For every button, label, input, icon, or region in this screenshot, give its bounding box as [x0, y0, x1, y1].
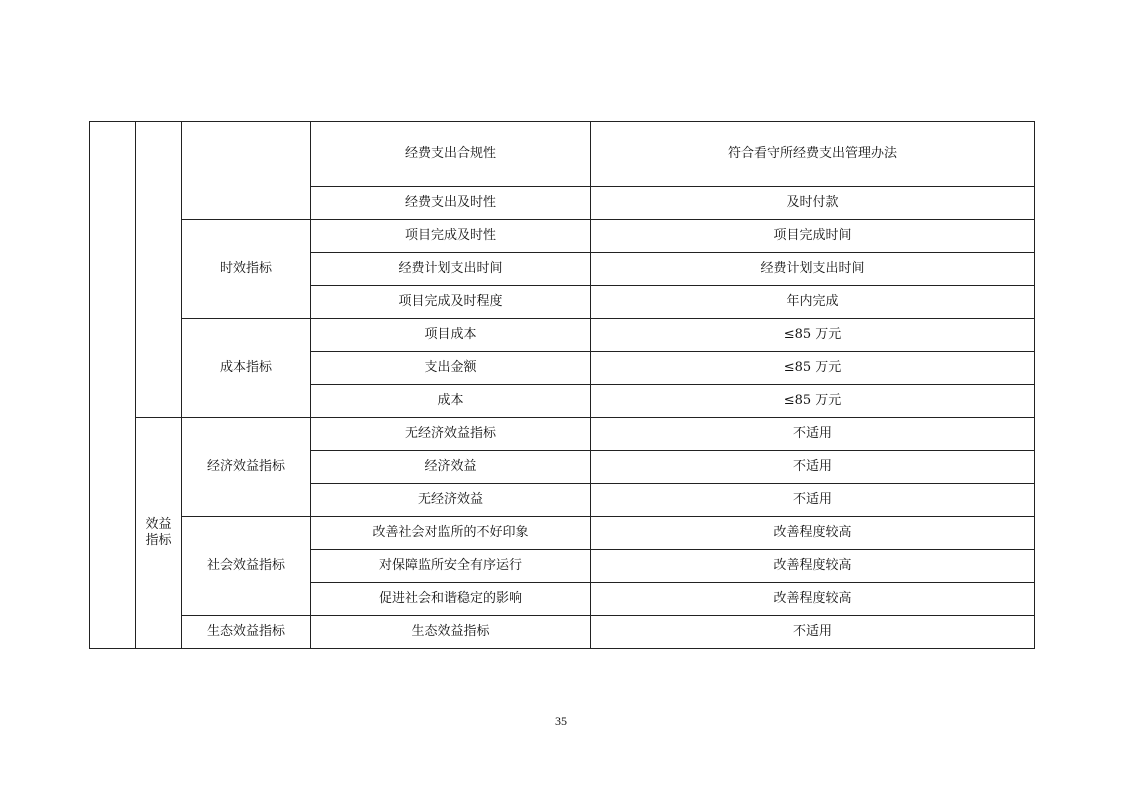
target-cell: 不适用: [591, 616, 1035, 649]
indicator-cell: 生态效益指标: [311, 616, 591, 649]
level3-cell: 成本指标: [182, 319, 311, 418]
indicator-cell: 无经济效益指标: [311, 418, 591, 451]
level3-cell: 经济效益指标: [182, 418, 311, 517]
level2-label-line1: 效益: [145, 517, 172, 532]
indicator-cell: 成本: [311, 385, 591, 418]
level3-cell: 时效指标: [182, 220, 311, 319]
table-row: [90, 517, 1035, 550]
target-cell: ≤85 万元: [591, 385, 1035, 418]
level2-cell: [136, 122, 182, 418]
level1-cell: [90, 122, 136, 649]
indicator-cell: 促进社会和谐稳定的影响: [311, 583, 591, 616]
level3-cell: [182, 122, 311, 220]
target-cell: 项目完成时间: [591, 220, 1035, 253]
target-cell: 年内完成: [591, 286, 1035, 319]
level3-cell: 生态效益指标: [182, 616, 311, 649]
indicator-cell: 无经济效益: [311, 484, 591, 517]
level2-cell-benefit: [136, 418, 182, 649]
indicator-cell: 改善社会对监所的不好印象: [311, 517, 591, 550]
target-cell: 不适用: [591, 451, 1035, 484]
performance-indicator-table: [89, 121, 1035, 649]
target-cell: 符合看守所经费支出管理办法: [591, 122, 1035, 187]
indicator-cell: 经费支出合规性: [311, 122, 591, 187]
target-cell: 改善程度较高: [591, 517, 1035, 550]
table-row: [90, 220, 1035, 253]
indicator-cell: 项目完成及时性: [311, 220, 591, 253]
indicator-cell: 经费支出及时性: [311, 187, 591, 220]
indicator-cell: 支出金额: [311, 352, 591, 385]
table-row: [90, 616, 1035, 649]
indicator-cell: 对保障监所安全有序运行: [311, 550, 591, 583]
page-number: 35: [555, 714, 567, 728]
level2-label-line2: 指标: [145, 533, 172, 548]
target-cell: ≤85 万元: [591, 352, 1035, 385]
target-cell: 及时付款: [591, 187, 1035, 220]
target-cell: 不适用: [591, 418, 1035, 451]
target-cell: 不适用: [591, 484, 1035, 517]
indicator-cell: 经费计划支出时间: [311, 253, 591, 286]
table-row: [90, 122, 1035, 187]
target-cell: 改善程度较高: [591, 583, 1035, 616]
level3-cell: 社会效益指标: [182, 517, 311, 616]
table-row: [90, 319, 1035, 352]
indicator-cell: 经济效益: [311, 451, 591, 484]
target-cell: ≤85 万元: [591, 319, 1035, 352]
table-row: [90, 418, 1035, 451]
target-cell: 经费计划支出时间: [591, 253, 1035, 286]
target-cell: 改善程度较高: [591, 550, 1035, 583]
indicator-cell: 项目成本: [311, 319, 591, 352]
indicator-cell: 项目完成及时程度: [311, 286, 591, 319]
